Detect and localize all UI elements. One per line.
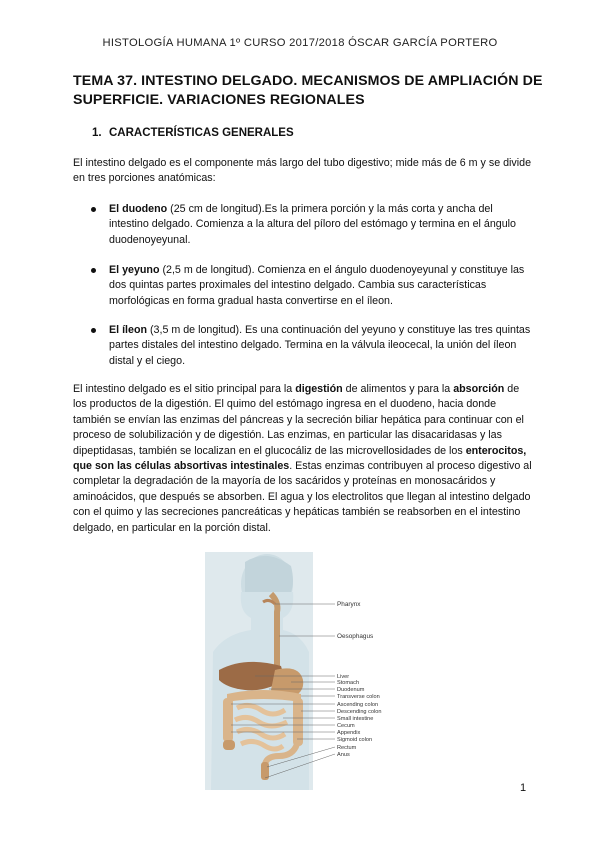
label-cecum: Cecum <box>337 723 355 729</box>
term-ileon: El íleon <box>109 324 148 336</box>
list-item-yeyuno <box>109 263 534 309</box>
text-duodeno: (25 cm de longitud).Es la primera porción y la más corta y ancha del intestino delgado. Comienza a la altura del píloro del estómago y termina en el ángulo duodenoyeyunal. <box>109 203 516 246</box>
main-bold-digestion: digestión <box>295 383 343 395</box>
main-paragraph <box>73 382 533 536</box>
main-text-1: El intestino delgado es el sitio principal para la <box>73 383 296 395</box>
digestive-system-figure <box>205 552 395 790</box>
label-transverse-colon: Transverse colon <box>337 694 380 700</box>
main-bold-enterocitos: enterocitos, que son las células absortivas intestinales <box>73 444 527 473</box>
term-duodeno: El duodeno <box>109 203 168 215</box>
list-item-duodeno <box>109 202 534 248</box>
label-duodenum: Duodenum <box>337 687 365 693</box>
section-heading <box>92 127 294 139</box>
main-text-2: de alimentos y para la <box>342 383 454 395</box>
term-yeyuno: El yeyuno <box>109 264 160 276</box>
bullet-icon <box>91 268 96 273</box>
section-label: CARACTERÍSTICAS GENERALES <box>109 127 294 139</box>
list-item-ileon <box>109 323 534 369</box>
label-small-intestine: Small intestine <box>337 716 374 722</box>
label-oesophagus: Oesophagus <box>337 633 374 640</box>
label-stomach: Stomach <box>337 680 360 686</box>
label-liver: Liver <box>337 674 350 680</box>
text-ileon: (3,5 m de longitud). Es una continuación del yeyuno y constituye las tres quintas partes distales del intestino delgado. Termina en la válvula ileocecal, la unión del íleon distal y el ciego. <box>109 324 531 367</box>
main-text-4: . Estas enzimas contribuyen al proceso digestivo al completar la degradación de la mayoría de los sacáridos y proteínas en monosacáridos y aminoácidos, que después se absorben. El agua y los electrolitos que llegan al intestino delgado con el quimo y las secreciones pancreáticas y hepáticas también se reabsorben en el intestino delgado, en particular en la porción distal. <box>73 460 532 534</box>
cecum-shape <box>223 740 235 750</box>
main-text-3: de los productos de la digestión. El quimo del estómago ingresa en el duodeno, hacia donde también se envían las enzimas del páncreas y la secreción biliar hepática para continuar con el proceso de solubilización y de digestión. Las enzimas, en particular las disacaridasas y las dipeptidasas, también se localizan en el glucocáliz de las microvellosidades de los <box>73 383 524 457</box>
label-anus: Anus <box>337 752 350 758</box>
label-rectum: Rectum <box>337 745 357 751</box>
intro-paragraph: El intestino delgado es el componente más largo del tubo digestivo; mide más de 6 m y se divide en tres porciones anatómicas: <box>73 157 532 185</box>
page-number: 1 <box>520 782 527 794</box>
ascending-colon-shape <box>223 698 233 742</box>
label-appendix: Appendix <box>337 730 361 736</box>
text-yeyuno: (2,5 m de longitud). Comienza en el ángulo duodenoyeyunal y constituye las dos quintas partes proximales del intestino delgado. Cambia sus características morfológicas en forma gradual hasta convertirse en el íleon. <box>109 264 525 307</box>
label-descending-colon: Descending colon <box>337 709 382 715</box>
page-title: TEMA 37. INTESTINO DELGADO. MECANISMOS DE AMPLIACIÓN DE SUPERFICIE. VARIACIONES REGIONALES <box>73 73 543 108</box>
section-number: 1. <box>92 127 102 139</box>
bullet-icon <box>91 328 96 333</box>
page-header: HISTOLOGÍA HUMANA 1º CURSO 2017/2018 ÓSCAR GARCÍA PORTERO <box>102 37 498 49</box>
label-sigmoid-colon: Sigmoid colon <box>337 737 373 743</box>
main-bold-absorcion: absorción <box>453 383 505 395</box>
label-ascending-colon: Ascending colon <box>337 702 379 708</box>
label-pharynx: Pharynx <box>337 601 361 608</box>
bullet-icon <box>91 207 96 212</box>
